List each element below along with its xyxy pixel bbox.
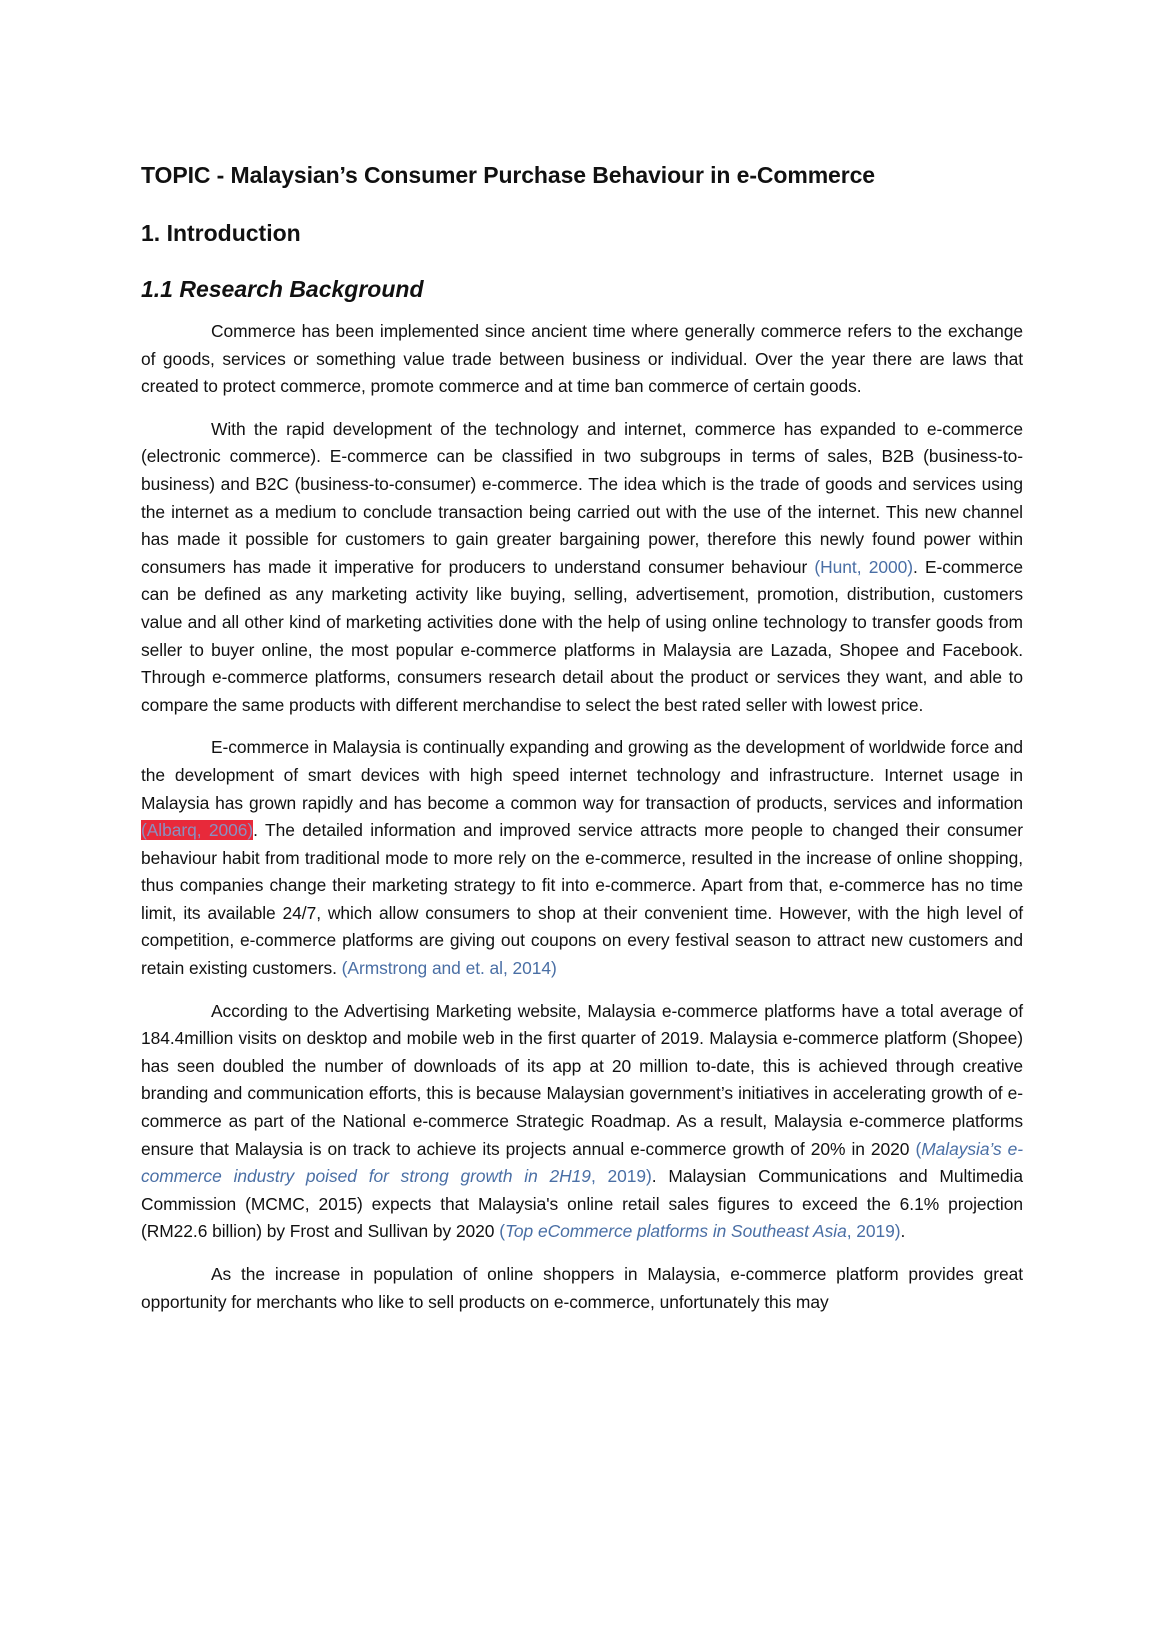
citation-2-open: (: [499, 1221, 505, 1242]
paragraph-2: [141, 416, 1023, 720]
citation-top-ecommerce-title: Top eCommerce platforms in Southeast Asia: [504, 1221, 847, 1242]
paragraph-5: [141, 1261, 1023, 1316]
paragraph-4: [141, 998, 1023, 1246]
paragraph-2-text-a: With the rapid development of the technology and internet, commerce has expanded to e-commerce (electronic commerce). E-commerce can be classified in two subgroups in terms of sales, B2B (business-to-business) and B2C (business-to-consumer) e-commerce. The idea which is the trade of goods and services using the internet as a medium to conclude transaction being carried out with the use of the internet. This new channel has made it possible for customers to gain greater bargaining power, therefore this newly found power within consumers has made it imperative for producers to understand consumer behaviour: [141, 418, 1023, 577]
paragraph-1-text: Commerce has been implemented since ancient time where generally commerce refers to the exchange of goods, services or something value trade between business or individual. Over the year there are laws that created to protect commerce, promote commerce and at time ban commerce of certain goods.: [141, 321, 1023, 397]
paragraph-4-text-b: . Malaysian Communications and Multimedia Commission (MCMC, 2015) expects that Malaysia's online retail sales figures to exceed the 6.1% projection (RM22.6 billion) by Frost and Sullivan by 2020: [141, 1166, 1023, 1242]
paragraph-1: [141, 318, 1023, 401]
citation-hunt-2000: (Hunt, 2000): [814, 556, 913, 577]
paragraph-3: [141, 734, 1023, 982]
citation-malaysia-ecommerce-year: , 2019): [590, 1166, 652, 1187]
citation-malaysia-ecommerce-title: Malaysia’s e-commerce industry poised for strong growth in 2H19: [141, 1138, 1023, 1187]
citation-armstrong-2014: (Armstrong and et. al, 2014): [341, 958, 557, 979]
section-heading-introduction: 1. Introduction: [141, 220, 301, 246]
paragraph-3-text-b: . The detailed information and improved service attracts more people to changed their consumer behaviour habit from traditional mode to more rely on the e-commerce, resulted in the increase of online shopping, thus companies change their marketing strategy to fit into e-commerce. Apart from that, e-commerce has no time limit, its available 24/7, which allow consumers to shop at their convenient time. However, with the high level of competition, e-commerce platforms are giving out coupons on every festival season to attract new customers and retain existing customers.: [141, 820, 1023, 979]
paragraph-4-text-a: According to the Advertising Marketing website, Malaysia e-commerce platforms have a total average of 184.4million visits on desktop and mobile web in the first quarter of 2019. Malaysia e-commerce platform (Shopee) has seen doubled the number of downloads of its app at 20 million to-date, this is achieved through creative branding and communication efforts, this is because Malaysian government’s initiatives in accelerating growth of e-commerce as part of the National e-commerce Strategic Roadmap. As a result, Malaysia e-commerce platforms ensure that Malaysia is on track to achieve its projects annual e-commerce growth of 20% in 2020: [141, 1000, 1023, 1159]
topic-title: TOPIC - Malaysian’s Consumer Purchase Behaviour in e-Commerce: [141, 162, 875, 188]
paragraph-4-text-c: .: [900, 1221, 906, 1242]
paragraph-3-text-a: E-commerce in Malaysia is continually expanding and growing as the development of worldwide force and the development of smart devices with high speed internet technology and infrastructure. Internet usage in Malaysia has grown rapidly and has become a common way for transaction of products, services and information: [141, 737, 1023, 813]
citation-1-open: (: [915, 1138, 922, 1159]
citation-albarq-2006-highlighted: (Albarq, 2006): [141, 820, 254, 841]
paragraph-2-text-b: . E-commerce can be defined as any marketing activity like buying, selling, advertisement, promotion, distribution, customers value and all other kind of marketing activities done with the help of using online technology to transfer goods from seller to buyer online, the most popular e-commerce platforms in Malaysia are Lazada, Shopee and Facebook. Through e-commerce platforms, consumers research detail about the product or services they want, and able to compare the same products with different merchandise to select the best rated seller with lowest price.: [141, 556, 1024, 715]
subsection-heading-research-background: 1.1 Research Background: [141, 276, 424, 302]
paragraph-5-text: As the increase in population of online shoppers in Malaysia, e-commerce platform provides great opportunity for merchants who like to sell products on e-commerce, unfortunately this may: [141, 1264, 1023, 1312]
document-page: [141, 160, 1023, 1331]
citation-top-ecommerce-year: , 2019): [846, 1221, 901, 1242]
